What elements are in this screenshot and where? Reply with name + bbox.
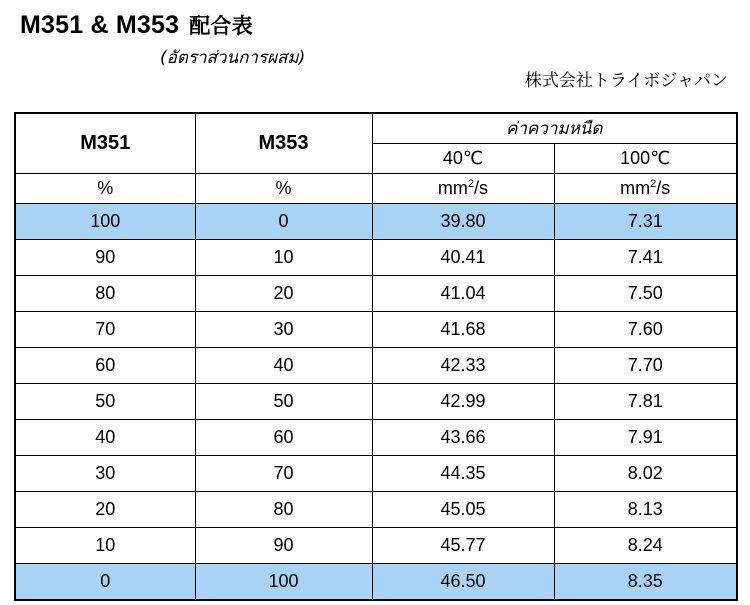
cell-m351: 40: [15, 420, 195, 456]
title-cjk: 配合表: [189, 14, 253, 38]
table-row: [15, 348, 737, 384]
cell-v40: 42.99: [372, 384, 554, 420]
table-row: [15, 312, 737, 348]
table-row: [15, 276, 737, 312]
title-text: M351 & M353: [20, 11, 180, 39]
cell-v100: 7.60: [554, 312, 737, 348]
table-row: [15, 528, 737, 564]
header-temp-40: 40℃: [372, 144, 554, 174]
table-row: [15, 420, 737, 456]
header-m353: M353: [195, 113, 372, 174]
cell-v40: 45.05: [372, 492, 554, 528]
cell-m353: 20: [195, 276, 372, 312]
subtitle: (อัตราส่วนการผสม): [160, 48, 306, 68]
cell-v40: 45.77: [372, 528, 554, 564]
cell-m351: 70: [15, 312, 195, 348]
table-row: [15, 492, 737, 528]
unit-base: mm: [620, 178, 651, 198]
table-row: [15, 384, 737, 420]
unit-base: mm: [437, 178, 468, 198]
unit-tail: /s: [656, 178, 671, 198]
cell-m353: 80: [195, 492, 372, 528]
cell-m351: 30: [15, 456, 195, 492]
cell-m353: 70: [195, 456, 372, 492]
cell-m351: 80: [15, 276, 195, 312]
cell-m353: 90: [195, 528, 372, 564]
header-m351: M351: [15, 113, 195, 174]
cell-v100: 7.50: [554, 276, 737, 312]
cell-v100: 8.24: [554, 528, 737, 564]
cell-m351: 0: [15, 564, 195, 601]
table-row: [15, 456, 737, 492]
unit-m351: %: [15, 174, 195, 204]
table-row: [15, 240, 737, 276]
table-row: [15, 204, 737, 240]
header-temp-100: 100℃: [554, 144, 737, 174]
unit-sup: 2: [650, 178, 657, 190]
cell-v40: 42.33: [372, 348, 554, 384]
cell-v100: 7.41: [554, 240, 737, 276]
cell-v40: 40.41: [372, 240, 554, 276]
cell-v100: 7.81: [554, 384, 737, 420]
cell-m351: 90: [15, 240, 195, 276]
cell-v40: 44.35: [372, 456, 554, 492]
cell-m351: 100: [15, 204, 195, 240]
cell-m353: 50: [195, 384, 372, 420]
cell-v100: 8.13: [554, 492, 737, 528]
cell-m353: 60: [195, 420, 372, 456]
cell-m353: 10: [195, 240, 372, 276]
unit-tail: /s: [474, 178, 489, 198]
table-row: [15, 564, 737, 601]
cell-v100: 8.35: [554, 564, 737, 601]
company-name: 株式会社トライボジャパン: [524, 71, 728, 91]
unit-m353: %: [195, 174, 372, 204]
cell-m353: 30: [195, 312, 372, 348]
cell-v40: 39.80: [372, 204, 554, 240]
mixing-table: [14, 112, 738, 601]
cell-m351: 50: [15, 384, 195, 420]
cell-v100: 7.31: [554, 204, 737, 240]
cell-m351: 10: [15, 528, 195, 564]
unit-sup: 2: [467, 178, 475, 190]
cell-m351: 60: [15, 348, 195, 384]
unit-visc-100: [554, 174, 737, 204]
page-title: [20, 10, 253, 40]
cell-m353: 100: [195, 564, 372, 601]
header-viscosity: ค่าความหนืด: [372, 113, 737, 144]
cell-v100: 7.91: [554, 420, 737, 456]
cell-v100: 7.70: [554, 348, 737, 384]
cell-m353: 40: [195, 348, 372, 384]
cell-v40: 41.68: [372, 312, 554, 348]
unit-visc-40: [372, 174, 554, 204]
cell-v100: 8.02: [554, 456, 737, 492]
cell-v40: 41.04: [372, 276, 554, 312]
cell-m351: 20: [15, 492, 195, 528]
cell-m353: 0: [195, 204, 372, 240]
cell-v40: 46.50: [372, 564, 554, 601]
cell-v40: 43.66: [372, 420, 554, 456]
